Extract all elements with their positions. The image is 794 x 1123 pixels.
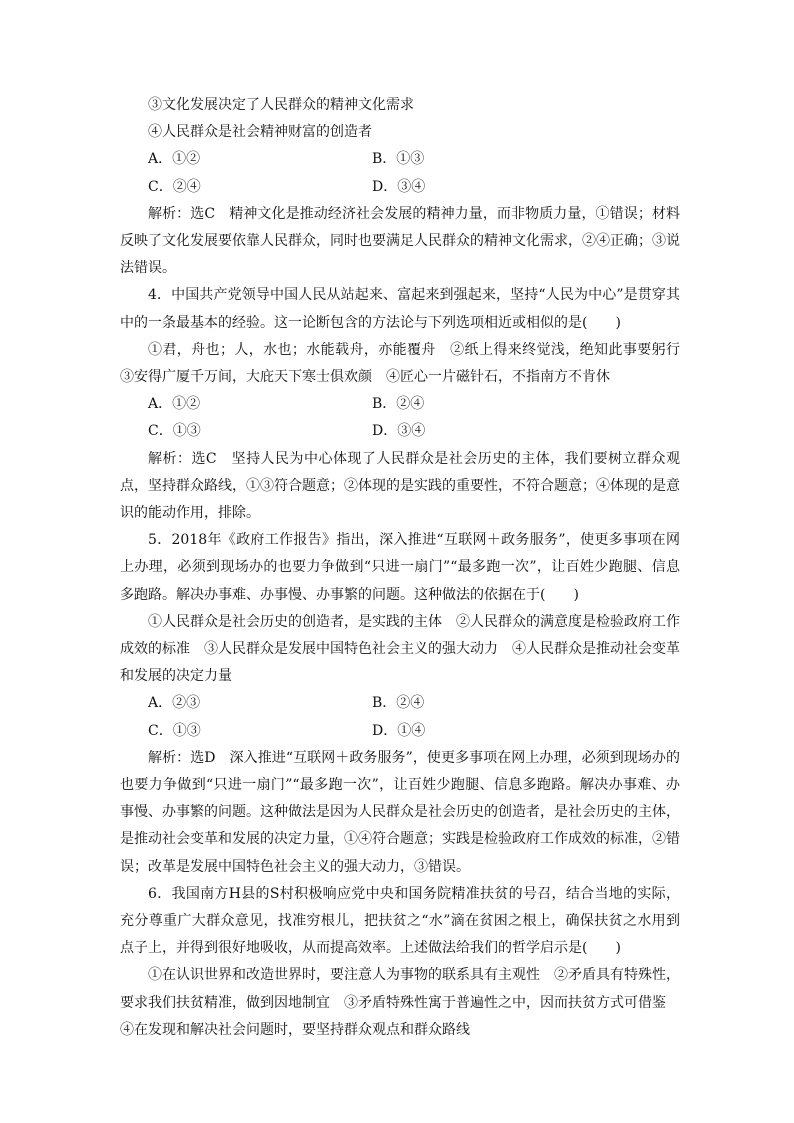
choice-item: ④人民群众是社会精神财富的创造者 bbox=[148, 124, 372, 141]
question-5-items: ①人民群众是社会历史的创造者，是实践的主体 ②人民群众的满意度是检验政府工作成效的标准 ③人民群众是发展中国特色社会主义的强大动力 ④人民群众是推动社会变革和发展的决定力量 bbox=[120, 613, 680, 685]
choice-item: ③文化发展决定了人民群众的精神文化需求 bbox=[148, 97, 414, 113]
answer-options bbox=[120, 418, 680, 445]
document-body bbox=[120, 92, 694, 1044]
question-4-items: ①君，舟也；人，水也；水能载舟，亦能覆舟 ②纸上得来终觉浅，绝知此事要躬行 ③安得广厦千万间，大庇天下寒士俱欢颜 ④匠心一片磁针石，不指南方不肯休 bbox=[120, 341, 694, 385]
option-c: C．①③ bbox=[148, 722, 201, 739]
answer-options bbox=[120, 690, 680, 717]
option-b: B．①③ bbox=[372, 151, 425, 168]
analysis-paragraph: 解析：选C 精神文化是推动经济社会发展的精神力量，而非物质力量，①错误；材料反映了文化发展要依靠人民群众，同时也要满足人民群众的精神文化需求，②④正确；③说法错误。 bbox=[120, 205, 680, 277]
question-5-stem: 5．2018年《政府工作报告》指出，深入推进“互联网＋政务服务”，使更多事项在网上办理，必须到现场办的也要力争做到“只进一扇门”“最多跑一次”，让百姓少跑腿、信息多跑路。解决办事难、办事慢、办事繁的问题。这种做法的依据在于( ) bbox=[120, 532, 680, 603]
option-d: D．①④ bbox=[372, 722, 426, 739]
option-d: D．③④ bbox=[372, 423, 426, 440]
answer-options bbox=[120, 174, 680, 201]
answer-options bbox=[120, 718, 680, 745]
question-6-stem: 6．我国南方H县的S村积极响应党中央和国务院精准扶贫的号召，结合当地的实际，充分尊重广大群众意见，找准穷根儿，把扶贫之“水”滴在贫困之根上，确保扶贫之水用到点子上，并得到很好地吸收，从而提高效率。上述做法给我们的哲学启示是( ) bbox=[120, 885, 680, 957]
option-b: B．②④ bbox=[372, 695, 425, 712]
question-5-analysis: 解析：选D 深入推进“互联网＋政务服务”，使更多事项在网上办理，必须到现场办的也要力争做到“只进一扇门”“最多跑一次”，让百姓少跑腿、信息多跑路。解决办事难、办事慢、办事繁的问题。这种做法是因为人民群众是社会历史的创造者，是社会历史的主体，是推动社会变革和发展的决定力量，①④符合题意；实践是检验政府工作成效的标准，②错误；改革是发展中国特色社会主义的强大动力，③错误。 bbox=[120, 749, 680, 875]
option-b: B．②④ bbox=[372, 396, 425, 413]
option-d: D．③④ bbox=[372, 178, 426, 195]
question-4-analysis: 解析：选C 坚持人民为中心体现了人民群众是社会历史的主体，我们要树立群众观点，坚持群众路线，①③符合题意；②体现的是实践的重要性，不符合题意；④体现的是意识的能动作用，排除。 bbox=[120, 450, 680, 521]
answer-options bbox=[120, 146, 680, 173]
question-6-item-4: ④在发现和解决社会问题时，要坚持群众观点和群众路线 bbox=[120, 1021, 470, 1038]
option-c: C．①③ bbox=[148, 423, 201, 440]
option-a: A．②③ bbox=[148, 695, 201, 712]
option-a: A．①② bbox=[148, 396, 201, 413]
option-c: C．②④ bbox=[148, 178, 201, 195]
option-a: A．①② bbox=[148, 151, 201, 168]
question-4-stem: 4．中国共产党领导中国人民从站起来、富起来到强起来，坚持“人民为中心”是贯穿其中的一条最基本的经验。这一论断包含的方法论与下列选项相近或相似的是( ) bbox=[120, 287, 680, 331]
answer-options bbox=[120, 391, 680, 418]
question-6-items: ①在认识世界和改造世界时，要注意人为事物的联系具有主观性 ②矛盾具有特殊性，要求我们扶贫精准，做到因地制宜 ③矛盾特殊性寓于普遍性之中，因而扶贫方式可借鉴 bbox=[120, 967, 680, 1011]
